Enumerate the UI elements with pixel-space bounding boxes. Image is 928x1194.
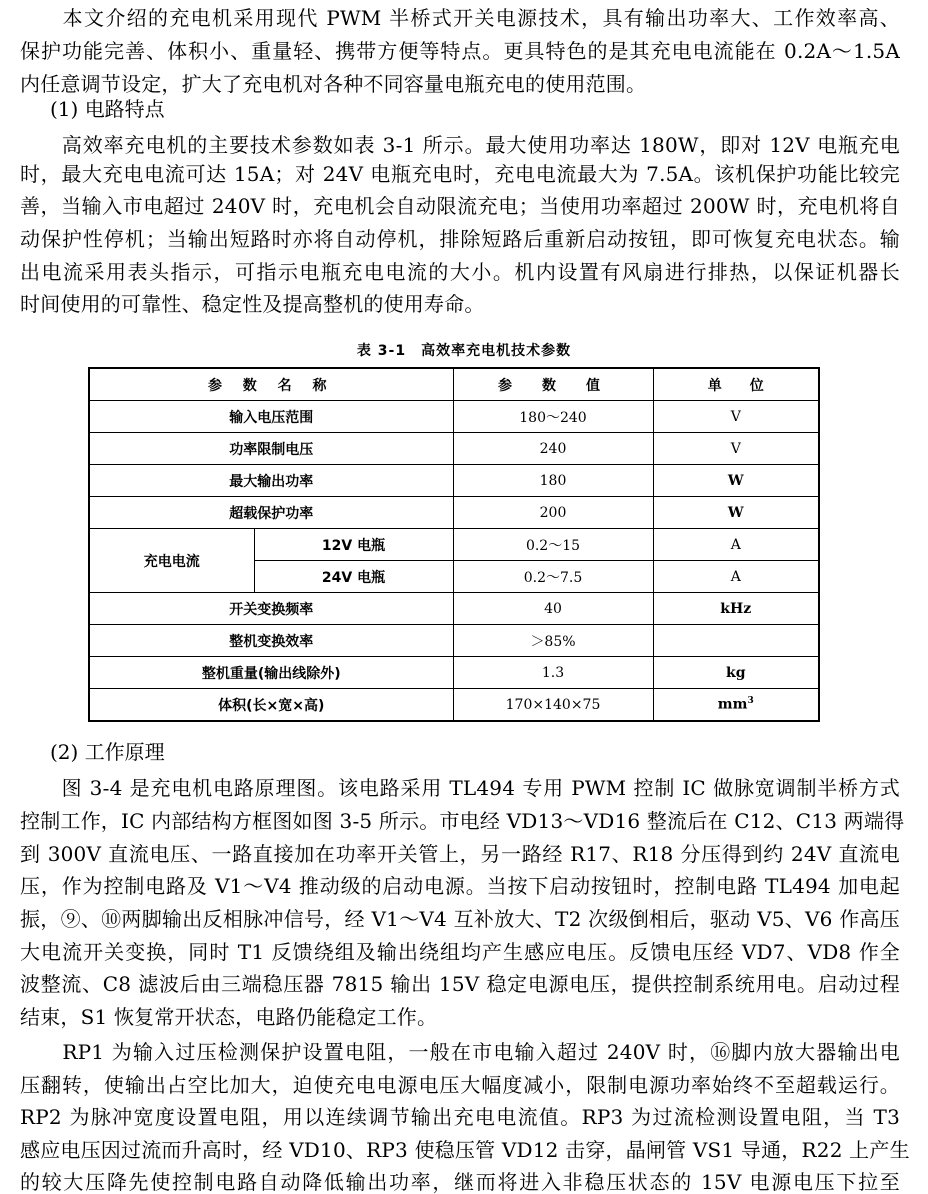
header-unit: 单 位 (653, 368, 819, 401)
param-unit: A (653, 561, 819, 593)
param-unit: W (653, 497, 819, 529)
param-value: 170×140×75 (453, 689, 653, 722)
param-value: 1.3 (453, 657, 653, 689)
param-unit: V (653, 433, 819, 465)
param-name: 整机变换效率 (89, 625, 453, 657)
param-unit (653, 625, 819, 657)
param-name: 整机重量(输出线除外) (89, 657, 453, 689)
section-1-line-5: 出电流采用表头指示，可指示电瓶充电电流的大小。机内设置有风扇进行排热，以保证机器长 (20, 260, 900, 284)
section-2-line-1: 图 3-4 是充电机电路原理图。该电路采用 TL494 专用 PWM 控制 IC 做脉宽调制半桥方式 (20, 776, 900, 800)
header-param-value: 参 数 值 (453, 368, 653, 401)
section-1-line-3: 善，当输入市电超过 240V 时，充电机会自动限流充电；当使用功率超过 200W 时，充电机将自 (20, 194, 900, 218)
param-value: ＞85% (453, 625, 653, 657)
unit-superscript: 3 (747, 696, 754, 707)
param-unit: kHz (653, 593, 819, 625)
unit-base: mm (717, 696, 748, 713)
table-row (89, 593, 819, 625)
param-unit (653, 689, 819, 722)
section-2-line-2: 控制工作，IC 内部结构方框图如图 3-5 所示。市电经 VD13～VD16 整流后在 C12、C13 两端得 (20, 809, 905, 833)
section-2-para2-line-2: 压翻转，使输出占空比加大，迫使充电电源电压大幅度减小，限制电源功率始终不至超载运行。 (20, 1073, 900, 1097)
parameters-table (88, 367, 820, 722)
param-unit: A (653, 529, 819, 561)
table-row (89, 465, 819, 497)
section-2-line-4: 压，作为控制电路及 V1～V4 推动级的启动电源。当按下启动按钮时，控制电路 TL494 加电起 (20, 874, 900, 898)
param-name: 超载保护功率 (89, 497, 453, 529)
section-1-line-4: 动保护性停机；当输出短路时亦将自动停机，排除短路后重新启动按钮，即可恢复充电状态。输 (20, 227, 900, 251)
param-value: 200 (453, 497, 653, 529)
section-1-line-2: 时，最大充电电流可达 15A；对 24V 电瓶充电时，充电电流最大为 7.5A。该机保护功能比较完 (20, 162, 900, 186)
section-2-heading: (2) 工作原理 (50, 740, 165, 764)
param-group-charging-current: 充电电流 (89, 529, 254, 593)
param-unit: kg (653, 657, 819, 689)
param-name: 开关变换频率 (89, 593, 453, 625)
table-row (89, 497, 819, 529)
section-1-line-1: 高效率充电机的主要技术参数如表 3-1 所示。最大使用功率达 180W，即对 12V 电瓶充电 (20, 133, 900, 157)
table-row (89, 401, 819, 433)
param-subname: 12V 电瓶 (254, 529, 453, 561)
param-name: 体积(长×宽×高) (89, 689, 453, 722)
table-row (89, 689, 819, 722)
param-name: 功率限制电压 (89, 433, 453, 465)
section-2-line-7: 波整流、C8 滤波后由三端稳压器 7815 输出 15V 稳定电源电压，提供控制系统用电。启动过程 (20, 972, 900, 996)
param-name: 输入电压范围 (89, 401, 453, 433)
intro-line-2: 保护功能完善、体积小、重量轻、携带方便等特点。更具特色的是其充电电流能在 0.2A～1.5A (20, 39, 900, 63)
param-value: 180～240 (453, 401, 653, 433)
table-header-row (89, 368, 819, 401)
section-2-para2-line-5: 的较大压降先使控制电路自动降低输出功率，继而将进入非稳压状态的 15V 电源电压下拉至 (20, 1170, 900, 1194)
section-2-line-5: 振，⑨、⑩两脚输出反相脉冲信号，经 V1～V4 互补放大、T2 次级倒相后，驱动 V5、V6 作高压 (20, 907, 900, 931)
table-row (89, 529, 819, 561)
section-2-para2-line-1: RP1 为输入过压检测保护设置电阻，一般在市电输入超过 240V 时，⑯脚内放大器输出电 (20, 1040, 900, 1064)
intro-line-1: 本文介绍的充电机采用现代 PWM 半桥式开关电源技术，具有输出功率大、工作效率高、 (20, 6, 900, 30)
param-subname: 24V 电瓶 (254, 561, 453, 593)
section-1-line-6: 时间使用的可靠性、稳定性及提高整机的使用寿命。 (20, 292, 485, 316)
table-row (89, 433, 819, 465)
param-name: 最大输出功率 (89, 465, 453, 497)
param-value: 180 (453, 465, 653, 497)
param-unit: V (653, 401, 819, 433)
section-2-para2-line-3: RP2 为脉冲宽度设置电阻，用以连续调节输出充电电流值。RP3 为过流检测设置电阻，当 T3 (20, 1105, 900, 1129)
section-2-para2-line-4: 感应电压因过流而升高时，经 VD10、RP3 使稳压管 VD12 击穿，晶闸管 VS1 导通，R22 上产生 (20, 1138, 910, 1162)
section-1-heading: (1) 电路特点 (50, 97, 165, 121)
table-caption: 表 3-1 高效率充电机技术参数 (356, 343, 572, 359)
table-row (89, 657, 819, 689)
param-value: 0.2～7.5 (453, 561, 653, 593)
section-2-line-6: 大电流开关变换，同时 T1 反馈绕组及输出绕组均产生感应电压。反馈电压经 VD7、VD8 作全 (20, 940, 900, 964)
param-value: 40 (453, 593, 653, 625)
intro-line-3: 内任意调节设定，扩大了充电机对各种不同容量电瓶充电的使用范围。 (20, 72, 647, 96)
section-2-line-8: 结束，S1 恢复常开状态，电路仍能稳定工作。 (20, 1005, 438, 1029)
param-value: 0.2～15 (453, 529, 653, 561)
param-unit: W (653, 465, 819, 497)
table-row (89, 625, 819, 657)
section-2-line-3: 到 300V 直流电压、一路直接加在功率开关管上，另一路经 R17、R18 分压得到约 24V 直流电 (20, 842, 900, 866)
header-param-name: 参 数 名 称 (89, 368, 453, 401)
param-value: 240 (453, 433, 653, 465)
